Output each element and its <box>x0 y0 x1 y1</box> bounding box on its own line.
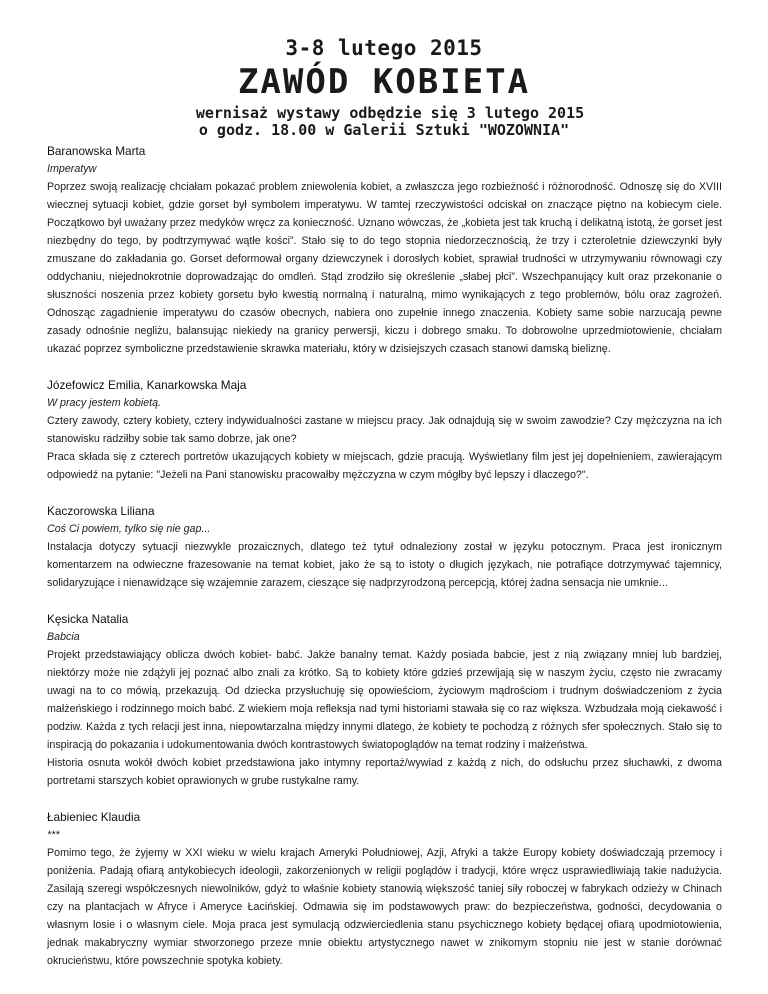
artist-name: Kęsicka Natalia <box>47 612 129 626</box>
artist-entry <box>47 376 722 484</box>
artwork-title: Imperatyw <box>47 163 97 175</box>
exhibition-title: ZAWÓD KOBIETA <box>237 62 531 102</box>
artwork-description: Cztery zawody, cztery kobiety, cztery indywidualności zastane w miejscu pracy. Jak odnajdują się w swoim zawodzie? Czy mężczyzna na ich stanowisku radziłby sobie tak samo dobrze, jak one? <box>47 415 722 445</box>
vernissage-time-place: o godz. 18.00 w Galerii Sztuki "WOZOWNIA" <box>198 121 570 139</box>
artwork-title: W pracy jestem kobietą. <box>47 397 162 409</box>
artwork-description: Praca składa się z czterech portretów ukazujących kobiety w miejscach, gdzie pracują. Wyświetlany film jest jej dopełnieniem, zawierającym odpowiedź na pytanie: "Jeżeli na Pani stanowisku pracowałby mężczyzna w czym mógłby być lepszy i dlaczego?". <box>47 451 722 481</box>
artwork-description: Historia osnuta wokół dwóch kobiet przedstawiona jako intymny reportaż/wywiad z każdą z nich, do odsłuchu przez słuchawki, z dwoma portretami starszych kobiet oprawionych w grube rustykalne ramy. <box>47 757 722 787</box>
artwork-description: Pomimo tego, że żyjemy w XXI wieku w wielu krajach Ameryki Południowej, Azji, Afryki a także Europy kobiety doświadczają przemocy i poniżenia. Padają ofiarą antykobiecych ideologii, zakorzenionych w religii poglądów i tradycji, które wręcz usprawiedliwiają takie nadużycia. Zasilają szeregi współczesnych niewolników, gdyż to właśnie kobiety stanowią większość taniej siły roboczej w fabrykach odzieży w Chinach czy na plantacjach w Afryce i Ameryce Łacińskiej. Odmawia się im podstawowych praw: do bezpieczeństwa, godności, decydowania o własnym losie i o własnym ciele. Moja praca jest symulacją odzwierciedlenia stanu psychicznego kobiety będącej ofiarą upodmiotowienia, jednak makabryczny wymiar stworzonego przeze mnie obiektu artystycznego nawet w znikomym stopniu nie jest w stanie dorównać okrucieństwu, które powszechnie spotyka kobiety. <box>47 847 722 967</box>
artist-entry <box>47 502 722 592</box>
artwork-title: Coś Ci powiem, tylko się nie gap... <box>47 523 211 535</box>
artist-name: Łabieniec Klaudia <box>47 810 141 824</box>
artist-name: Baranowska Marta <box>47 144 146 158</box>
artwork-description: Projekt przedstawiający oblicza dwóch kobiet- babć. Jakże banalny temat. Każdy posiada babcie, jest z nią związany mniej lub bardziej, niektórzy może nie zdążyli jej poznać albo znali za krótko. Są to kobiety które gdzieś przewijają się w naszym życiu, często nie zwracamy uwagi na to co mówią, przekazują. Od dziecka przysłuchuję się opowieściom, życiowym mądrościom i trudnym doświadczeniom z życia małżeńskiego i rodzinnego moich babć. Z wiekiem moja refleksja nad tymi historiami stawała się co raz większa. Wzbudzała moją ciekawość i podziw. Każda z tych relacji jest inna, niepowtarzalna między innymi dlatego, że kobiety te pochodzą z różnych sfer społecznych. Stało się to inspiracją do pokazania i udokumentowania dwóch kontrastowych światopoglądów na temat rodziny i małżeństwa. <box>47 649 722 751</box>
artwork-description: Poprzez swoją realizację chciałam pokazać problem zniewolenia kobiet, a zwłaszcza jego rozbieżność i różnorodność. Odnoszę się do XVIII wiecznej sytuacji kobiet, gdzie gorset był symbolem imperatywu. W tamtej rzeczywistości odciskał on znaczące piętno na kobiecym ciele. Początkowo był uważany przez medyków wręcz za konieczność. Uznano wówczas, że „kobieta jest tak kruchą i delikatną istotą, że gorset jest niezbędny do tego, by podtrzymywać wątłe kości”. Stało się to do tego stopnia niedorzecznością, że trzy i czteroletnie dziewczynki były zmuszane do zakładania go. Gorset deformował organy dziewczynek i dorosłych kobiet, sprawiał trudności w utrzymywaniu równowagi czy oddychaniu, niejednokrotnie doprowadzając do omdleń. Stąd zrodziło się określenie „słabej płci”. Wszechpanujący kult oraz przekonanie o słuszności noszenia przez kobiety gorsetu było kwestią normalną i naturalną, mimo wynikających z tego problemów, bólu oraz zagrożeń. Odnosząc zagadnienie imperatywu do czasów obecnych, nabiera ono zupełnie innego znaczenia. Kobiety same sobie narzucają pewne zasady odnośnie negliżu, balansując niekiedy na granicy perwersji, kiczu i dobrego smaku. To dobrowolne uprzedmiotowienie, chciałam ukazać poprzez symboliczne przedstawienie skrawka materiału, który w dzisiejszych czasach stanowi damską bieliznę. <box>47 181 722 355</box>
exhibition-dates: 3-8 lutego 2015 <box>285 36 483 60</box>
artist-entry <box>47 808 722 970</box>
artist-entries <box>47 142 722 988</box>
vernissage-info: wernisaż wystawy odbędzie się 3 lutego 2015 <box>195 104 585 122</box>
artist-name: Kaczorowska Liliana <box>47 504 155 518</box>
artist-entry <box>47 142 722 358</box>
artist-name: Józefowicz Emilia, Kanarkowska Maja <box>47 378 247 392</box>
artist-entry <box>47 610 722 790</box>
artwork-title: Babcia <box>47 631 80 643</box>
artwork-description: Instalacja dotyczy sytuacji niezwykle prozaicznych, dlatego też tytuł odnaleziony został w języku potocznym. Praca jest ironicznym komentarzem na odwieczne frazesowanie na temat kobiet, jako że są to istoty o długich językach, nie potrafiące dotrzymywać tajemnicy, solidaryzujące i nienawidzące się wzajemnie zarazem, cieszące się nadprzyrodzoną percepcją, której żadna sensacja nie umknie... <box>47 541 722 589</box>
artwork-title: *** <box>47 829 60 841</box>
